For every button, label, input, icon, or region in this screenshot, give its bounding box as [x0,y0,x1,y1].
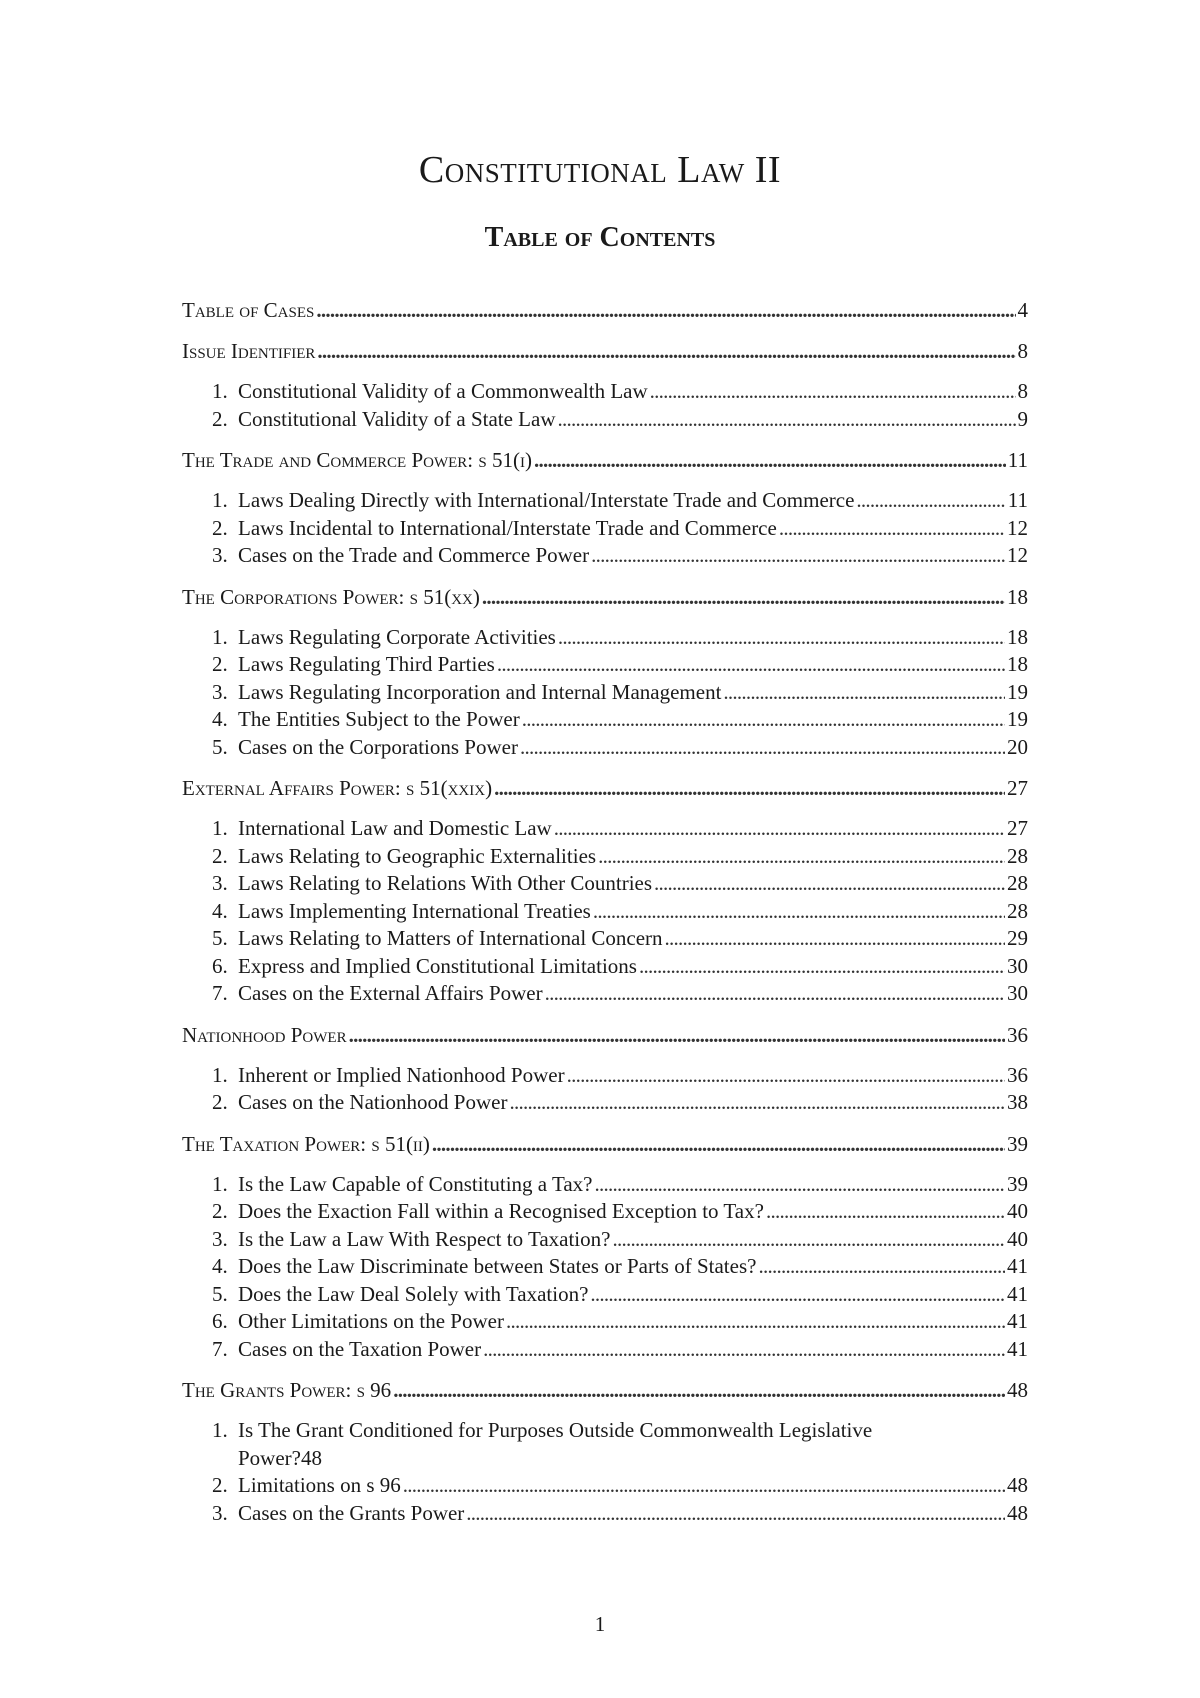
toc-heading-label: External Affairs Power: s 51(xxix) [182,776,493,800]
toc-item[interactable] [212,651,1028,679]
toc-heading-corporations[interactable] [182,583,1028,611]
dot-leader [317,337,1015,365]
toc-heading-label: Table of Cases [182,298,315,322]
toc-page-number: 28 [1007,871,1028,895]
toc-item-label: International Law and Domestic Law [238,816,552,840]
toc-page-number: 41 [1007,1254,1028,1278]
toc-item-number: 5. [212,926,228,950]
dot-leader [509,1089,1005,1117]
toc-item[interactable] [212,542,1028,570]
toc-item[interactable] [212,734,1028,762]
toc-item-label: Inherent or Implied Nationhood Power [238,1062,565,1087]
dot-leader [349,1021,1005,1049]
toc-section [182,446,1028,570]
toc-item-label: Does the Law Deal Solely with Taxation? [238,1281,589,1306]
toc-heading-label: Nationhood Power [182,1022,347,1047]
dot-leader [522,706,1005,734]
dot-leader [483,1336,1005,1364]
toc-item[interactable] [212,1089,1028,1117]
toc-page-number: 18 [1007,624,1028,649]
toc-item[interactable] [212,898,1028,926]
toc-item[interactable] [212,1198,1028,1226]
toc-item[interactable] [212,953,1028,981]
toc-item-label: Cases on the Taxation Power [238,1336,482,1361]
toc-item-number: 1. [212,1418,228,1442]
toc-item-number: 7. [212,1336,228,1361]
toc-page-number: 18 [1007,584,1028,609]
toc-item-label: Constitutional Validity of a Commonwealth Law [238,379,648,403]
toc-heading-label: Issue Identifier [182,339,316,363]
toc-page-number: 39 [1007,1171,1028,1196]
toc-page-number: 28 [1007,843,1028,868]
toc-heading-label: The Grants Power: s 96 [182,1378,392,1402]
dot-leader [779,515,1005,543]
dot-leader [432,1130,1005,1158]
dot-leader [654,870,1005,898]
toc-item-number: 1. [212,624,228,649]
toc-item[interactable] [212,1253,1028,1281]
toc-item-number: 1. [212,379,228,403]
toc-page-number: 30 [1007,981,1028,1005]
toc-page-number: 9 [1017,406,1028,431]
dot-leader [758,1253,1005,1281]
toc-item[interactable] [212,1336,1028,1364]
toc-item-label: Is The Grant Conditioned for Purposes Outside Commonwealth Legislative [238,1418,873,1442]
dot-leader [494,774,1005,802]
toc-item-label: Cases on the Trade and Commerce Power [238,543,590,567]
toc-page-number: 30 [1007,953,1028,978]
dot-leader [665,925,1005,953]
toc-item-label: The Entities Subject to the Power [238,707,520,731]
toc-heading-nationhood[interactable] [182,1021,1028,1049]
toc-heading-grants[interactable] [182,1376,1028,1404]
toc-page-number: 11 [1007,448,1028,472]
toc-page-number: 27 [1007,776,1028,800]
toc-item-label: Cases on the External Affairs Power [238,981,543,1005]
toc-item-label: Limitations on s 96 [238,1473,401,1497]
toc-item-label-continuation: Power? [238,1445,301,1470]
dot-leader [316,296,1015,324]
toc-item-number: 5. [212,734,228,759]
toc-item[interactable] [212,1308,1028,1336]
toc-item[interactable] [212,980,1028,1008]
dot-leader [723,679,1005,707]
dot-leader [506,1308,1005,1336]
toc-item[interactable] [212,378,1028,406]
toc-page-number: 48 [1007,1378,1028,1402]
dot-leader [482,583,1005,611]
toc-page-number: 19 [1007,707,1028,731]
toc-section [182,296,1028,324]
toc-item-label: Express and Implied Constitutional Limitations [238,953,637,978]
toc-page-number: 27 [1007,816,1028,840]
toc-item-label: Does the Exaction Fall within a Recognised Exception to Tax? [238,1199,764,1223]
toc-page-number: 41 [1007,1336,1028,1361]
dot-leader [558,624,1005,652]
toc-section [182,337,1028,433]
dot-leader [567,1062,1005,1090]
toc-page-number: 41 [1007,1309,1028,1333]
toc-section [182,1021,1028,1117]
toc-page-number: 39 [1007,1131,1028,1156]
toc-item-number: 3. [212,679,228,704]
toc-item-number: 2. [212,1199,228,1223]
toc-page-number: 29 [1007,926,1028,950]
page-number: 1 [594,1612,606,1636]
dot-leader [545,980,1005,1008]
toc-item-label: Cases on the Grants Power [238,1500,465,1525]
toc-item-number: 7. [212,981,228,1005]
toc-item-label: Laws Relating to Geographic Externalities [238,843,597,868]
toc-page-number: 48 [300,1445,322,1470]
toc-section [182,583,1028,762]
toc-item-number: 3. [212,1500,228,1525]
dot-leader [598,843,1005,871]
toc-item-number: 2. [212,843,228,868]
toc-item-label: Does the Law Discriminate between States or Parts of States? [238,1254,757,1278]
toc-item-number: 6. [212,1309,228,1333]
toc-subitems [182,815,1028,1008]
toc-item-label: Is the Law Capable of Constituting a Tax? [238,1171,593,1196]
toc-page-number: 20 [1007,734,1028,759]
toc-heading-label: The Corporations Power: s 51(xx) [182,584,480,609]
toc-item-label: Laws Regulating Corporate Activities [238,624,556,649]
toc-title: Table of Contents [484,222,716,253]
toc-item-number: 3. [212,1226,228,1251]
toc-page-number: 48 [1007,1500,1028,1525]
toc-item-number: 4. [212,1254,228,1278]
toc-item[interactable] [212,1500,1028,1528]
dot-leader [612,1226,1005,1254]
dot-leader [466,1500,1005,1528]
toc-page-number: 8 [1017,339,1028,363]
toc-page-number: 11 [1007,488,1028,512]
toc-heading-table-of-cases[interactable] [182,296,1028,324]
toc-page-number: 40 [1007,1199,1028,1223]
toc-item[interactable] [212,843,1028,871]
toc-item[interactable] [212,624,1028,652]
toc-item-label: Cases on the Corporations Power [238,734,518,759]
toc-page-number: 36 [1007,1062,1028,1087]
toc-page-number: 19 [1007,679,1028,704]
toc-item-label: Laws Dealing Directly with International/Interstate Trade and Commerce [238,488,855,512]
dot-leader [856,487,1005,515]
toc-page-number: 4 [1017,298,1028,322]
toc-heading-label: The Taxation Power: s 51(ii) [182,1131,430,1156]
toc-item-number: 4. [212,898,228,923]
toc-item-number: 1. [212,816,228,840]
toc-page-number: 41 [1007,1281,1028,1306]
dot-leader [590,1281,1005,1309]
toc-item-label: Is the Law a Law With Respect to Taxation? [238,1226,611,1251]
toc-subitems [182,624,1028,762]
dot-leader [520,734,1005,762]
toc-item[interactable] [212,870,1028,898]
toc-item[interactable] [212,1171,1028,1199]
toc-item-number: 2. [212,652,228,676]
toc-heading-issue-identifier[interactable] [182,337,1028,365]
toc-item-label: Laws Implementing International Treaties [238,898,591,923]
toc-item[interactable] [212,515,1028,543]
toc-item-label: Cases on the Nationhood Power [238,1090,508,1114]
toc-item-number: 6. [212,953,228,978]
toc-item-label: Other Limitations on the Power [238,1309,504,1333]
dot-leader [534,446,1006,474]
dot-leader [497,651,1005,679]
toc-item-number: 2. [212,406,228,431]
toc-item-number: 3. [212,543,228,567]
toc-item-number: 2. [212,515,228,540]
toc-page-number: 12 [1007,543,1028,567]
toc-item-number: 1. [212,488,228,512]
toc-section [182,1130,1028,1364]
toc-item[interactable] [212,1281,1028,1309]
toc-subitems [182,487,1028,570]
toc-item-label: Laws Regulating Third Parties [238,652,495,676]
dot-leader [393,1376,1005,1404]
toc-section [182,774,1028,1008]
dot-leader [558,406,1016,434]
toc-page-number: 36 [1007,1022,1028,1047]
toc-item[interactable] [212,679,1028,707]
dot-leader [593,898,1005,926]
toc-subitems [182,1417,1028,1527]
toc-item-label: Laws Relating to Matters of International Concern [238,926,663,950]
toc-item[interactable] [212,1062,1028,1090]
toc-item-label: Laws Regulating Incorporation and Internal Management [238,679,722,704]
toc-item[interactable] [212,406,1028,434]
toc-page-number: 18 [1007,652,1028,676]
toc-item[interactable] [212,487,1028,515]
toc-item[interactable] [212,1472,1028,1500]
toc-item-number: 1. [212,1171,228,1196]
toc-item-number: 2. [212,1090,228,1114]
toc-item-number: 4. [212,707,228,731]
toc-page-number: 12 [1007,515,1028,540]
dot-leader [554,815,1005,843]
toc-item[interactable] [212,925,1028,953]
toc-item-number: 2. [212,1473,228,1497]
document-title: Constitutional Law II [418,149,782,191]
toc-page-number: 48 [1007,1473,1028,1497]
toc-item[interactable] [212,815,1028,843]
table-of-contents [182,296,1028,1527]
toc-section [182,1376,1028,1527]
toc-item-number: 3. [212,871,228,895]
dot-leader [403,1472,1005,1500]
toc-item-label: Laws Relating to Relations With Other Countries [238,871,653,895]
dot-leader [639,953,1005,981]
dot-leader [650,378,1016,406]
toc-subitems [182,1062,1028,1117]
toc-heading-label: The Trade and Commerce Power: s 51(i) [182,448,532,472]
toc-page-number: 40 [1007,1226,1028,1251]
dot-leader [591,542,1005,570]
toc-item-number: 5. [212,1281,228,1306]
toc-item-label: Constitutional Validity of a State Law [238,406,556,431]
toc-item[interactable] [212,706,1028,734]
toc-item-number: 1. [212,1062,228,1087]
toc-heading-trade-and-commerce[interactable] [182,446,1028,474]
toc-subitems [182,378,1028,433]
toc-subitems [182,1171,1028,1364]
toc-page-number: 38 [1007,1090,1028,1114]
toc-heading-taxation[interactable] [182,1130,1028,1158]
dot-leader [766,1198,1005,1226]
toc-page-number: 8 [1017,379,1028,403]
toc-heading-external-affairs[interactable] [182,774,1028,802]
toc-page-number: 28 [1007,898,1028,923]
toc-item-label: Laws Incidental to International/Interstate Trade and Commerce [238,515,777,540]
toc-item[interactable] [212,1226,1028,1254]
toc-item[interactable] [212,1417,1028,1472]
dot-leader [594,1171,1005,1199]
